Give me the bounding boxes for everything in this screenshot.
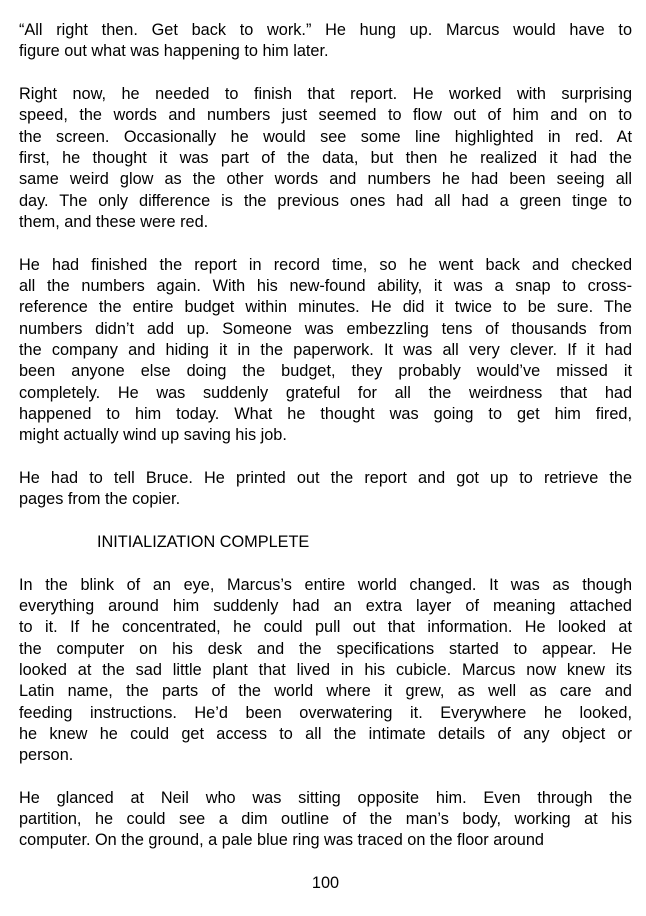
text-line: pages from the copier. bbox=[19, 490, 181, 509]
text-line: He had finished the report in record time, so he went back and checked bbox=[19, 255, 632, 274]
text-line: “All right then. Get back to work.” He hung up. Marcus would have to bbox=[19, 21, 632, 39]
text-line: everything around him suddenly had an extra layer of meaning attached bbox=[19, 596, 632, 615]
text-line: numbers didn’t add up. Someone was embezzling tens of thousands from bbox=[19, 319, 632, 338]
text-line: all the numbers again. With his new-found ability, it was a snap to cross- bbox=[19, 276, 632, 295]
text-line: happened to him today. What he thought was going to get him fired, bbox=[19, 404, 632, 423]
text-line: first, he thought it was part of the data, but then he realized it had the bbox=[19, 148, 632, 167]
paragraph bbox=[19, 575, 632, 767]
page-number: 100 bbox=[311, 874, 340, 893]
text-line: person. bbox=[19, 746, 74, 765]
text-line: the computer on his desk and the specifications started to appear. He bbox=[19, 639, 632, 658]
text-line: he knew he could get access to all the intimate details of any object or bbox=[19, 724, 632, 743]
text-line: completely. He was suddenly grateful for all the weirdness that had bbox=[19, 383, 632, 402]
text-line: the screen. Occasionally he would see some line highlighted in red. At bbox=[19, 127, 632, 146]
text-line: partition, he could see a dim outline of the man’s body, working at his bbox=[19, 810, 632, 829]
paragraph bbox=[19, 468, 632, 511]
text-line: In the blink of an eye, Marcus’s entire world changed. It was as though bbox=[19, 575, 632, 594]
text-line: computer. On the ground, a pale blue ring was traced on the floor around bbox=[19, 831, 544, 850]
text-line: the company and hiding it in the paperwork. It was all very clever. If it had bbox=[19, 340, 632, 359]
paragraph bbox=[19, 20, 632, 63]
paragraph bbox=[19, 788, 632, 852]
text-line: He had to tell Bruce. He printed out the report and got up to retrieve the bbox=[19, 468, 632, 487]
page-footer bbox=[19, 873, 632, 894]
text-line: them, and these were red. bbox=[19, 212, 209, 231]
section-heading: INITIALIZATION COMPLETE bbox=[97, 532, 310, 551]
text-line: looked at the sad little plant that lived in his cubicle. Marcus now knew its bbox=[19, 660, 632, 679]
text-line: reference the entire budget within minutes. He did it twice to be sure. The bbox=[19, 298, 632, 317]
text-line: been anyone else doing the budget, they probably would’ve missed it bbox=[19, 362, 632, 381]
text-line: speed, the words and numbers just seemed to flow out of him and on to bbox=[19, 106, 632, 125]
text-line: to it. If he concentrated, he could pull out that information. He looked at bbox=[19, 618, 632, 637]
text-line: might actually wind up saving his job. bbox=[19, 426, 287, 445]
text-line: He glanced at Neil who was sitting opposite him. Even through the bbox=[19, 788, 632, 807]
text-line: day. The only difference is the previous ones had all had a green tinge to bbox=[19, 191, 632, 210]
text-line: figure out what was happening to him later. bbox=[19, 42, 329, 61]
paragraph bbox=[19, 84, 632, 233]
text-content bbox=[19, 20, 632, 852]
text-line: feeding instructions. He’d been overwatering it. Everywhere he looked, bbox=[19, 703, 632, 722]
text-line: Right now, he needed to finish that report. He worked with surprising bbox=[19, 84, 632, 103]
text-line: same weird glow as the other words and numbers he had been seeing all bbox=[19, 170, 632, 189]
text-line: Latin name, the parts of the world where it grew, as well as care and bbox=[19, 682, 632, 701]
paragraph bbox=[19, 255, 632, 447]
